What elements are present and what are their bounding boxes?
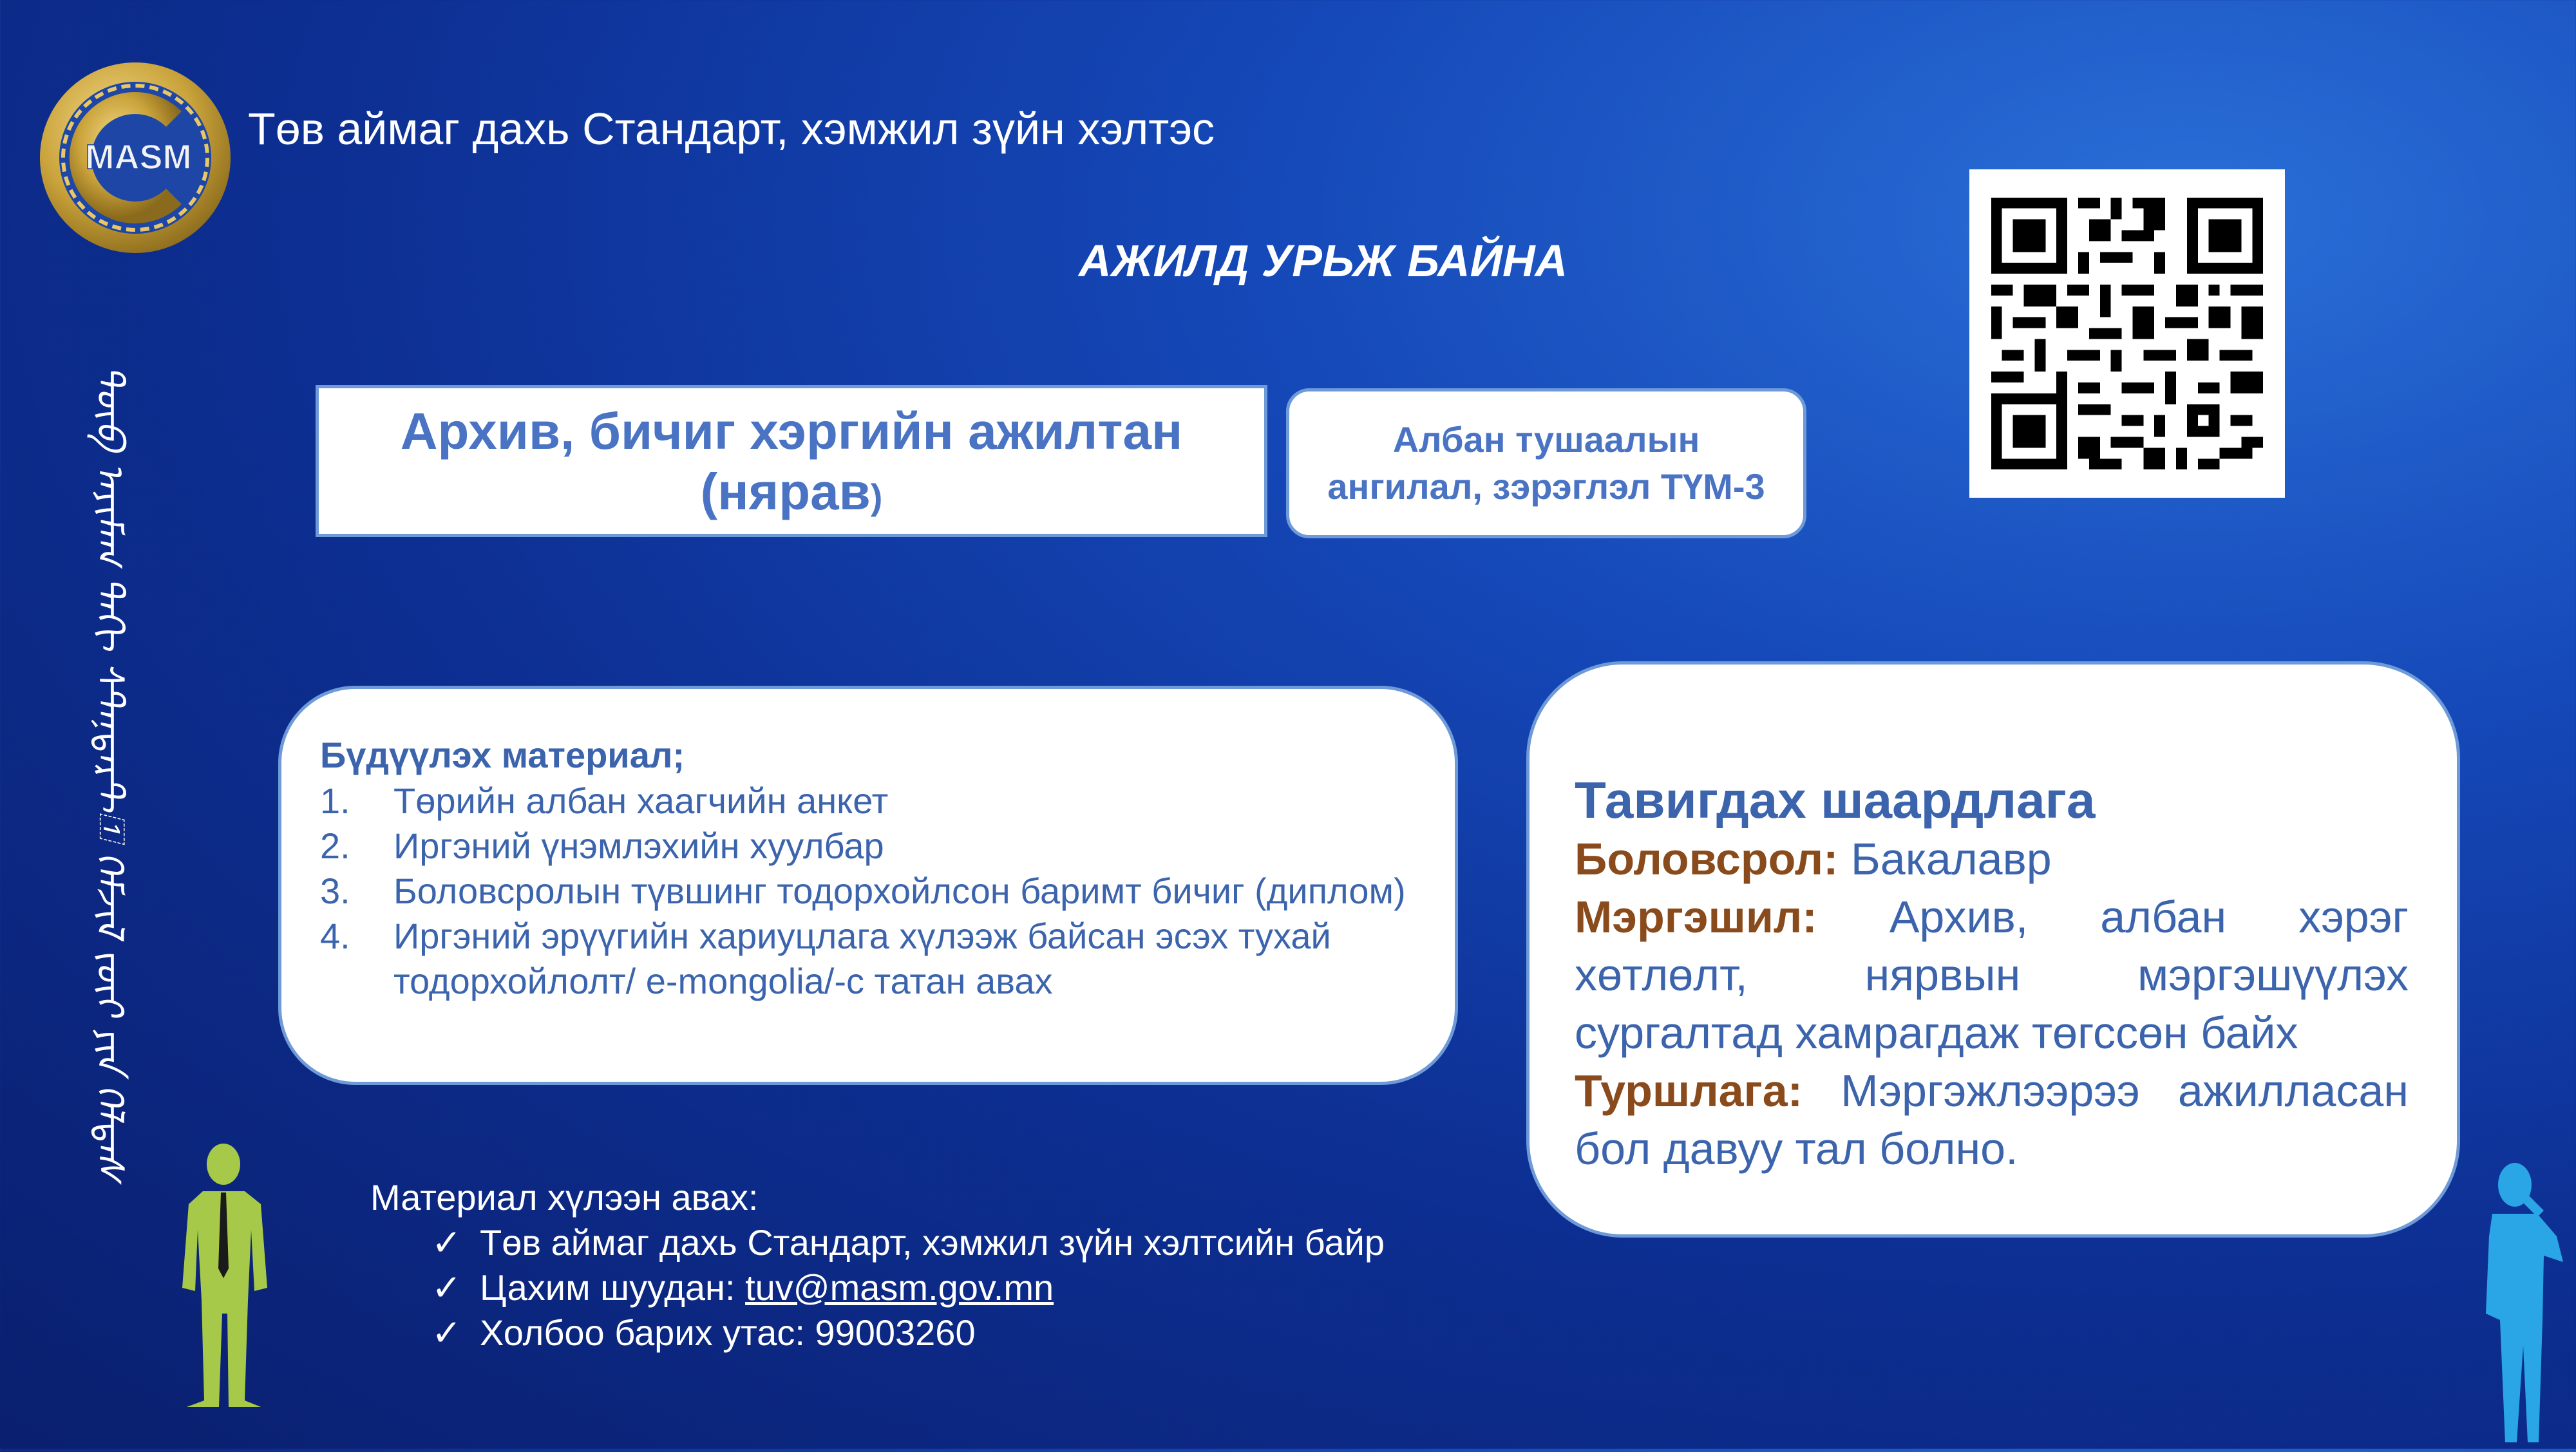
contact-phone: ✓ Холбоо барих утас: 99003260 [431, 1310, 1385, 1355]
businesswoman-icon [2467, 1159, 2576, 1449]
position-title-line2: (нярав [700, 463, 871, 520]
qr-code[interactable] [1969, 169, 2285, 498]
list-item: 3. Боловсролын түвшинг тодорхойлсон баримт бичиг (диплом) [320, 871, 1406, 911]
businessman-icon [164, 1140, 283, 1410]
mongolian-script-text: ᠲᠥᠪ ᠠᠶᠢᠮᠠᠭ ᠳᠠᠬᠢ ᠰᠲ᠋ᠠᠨ᠋ᠳᠠᠷᠲ᠋ ᠬᠡᠮᠵᠢᠯ ᠵᠦᠢ ᠶᠢᠨ ᠬᠡᠯᠲᠡᠰ [88, 364, 132, 1181]
logo-text: MASM [85, 138, 192, 176]
check-icon: ✓ [431, 1267, 462, 1308]
category-line1: Албан тушаалын [1392, 419, 1700, 460]
category-line2: ангилал, зэрэглэл ТҮМ-3 [1327, 466, 1765, 507]
documents-heading: Бүдүүлэх материал; [320, 735, 685, 775]
requirements-heading: Тавигдах шаардлага [1575, 771, 2096, 829]
position-category-box [1286, 388, 1806, 538]
contact-email: ✓ Цахим шуудан: tuv@masm.gov.mn [431, 1265, 1385, 1310]
position-title-box [316, 385, 1267, 537]
masm-logo [35, 58, 235, 258]
list-item: 2. Иргэний үнэмлэхийн хуулбар [320, 825, 884, 866]
hiring-heading: АЖИЛД УРЬЖ БАЙНА [1079, 236, 1568, 286]
list-item: 1. Төрийн албан хаагчийн анкет [320, 780, 889, 821]
contact-heading: Материал хүлээн авах: [370, 1177, 759, 1218]
check-icon: ✓ [431, 1312, 462, 1353]
email-link[interactable]: tuv@masm.gov.mn [745, 1267, 1054, 1308]
position-title-line1: Архив, бичиг хэргийн ажилтан [400, 402, 1183, 460]
contact-place: ✓ Төв аймаг дахь Стандарт, хэмжил зүйн хэлтсийн байр [431, 1220, 1385, 1265]
list-item: 4. Иргэний эрүүгийн хариуцлага хүлээж байсан эсэх тухай тодорхойлолт/ e-mongolia/-с татан авах [320, 916, 1331, 1001]
position-title-paren: ) [870, 476, 883, 517]
org-name: Төв аймаг дахь Стандарт, хэмжил зүйн хэлтэс [248, 104, 1215, 154]
specialty-requirement: Мэргэшил: Архив, албан хэрэг хөтлөлт, нярвын мэргэшүүлэх сургалтад хамрагдаж төгссөн байх [1575, 892, 2409, 1058]
requirements-box [1526, 661, 2460, 1238]
documents-list [320, 778, 1410, 1004]
contact-section [370, 1175, 1385, 1355]
education-requirement: Боловсрол: Бакалавр [1575, 834, 2052, 884]
experience-requirement: Туршлага: Мэргэжлээрээ ажилласан бол давуу тал болно. [1575, 1066, 2409, 1174]
check-icon: ✓ [431, 1222, 462, 1263]
documents-box [278, 686, 1458, 1085]
